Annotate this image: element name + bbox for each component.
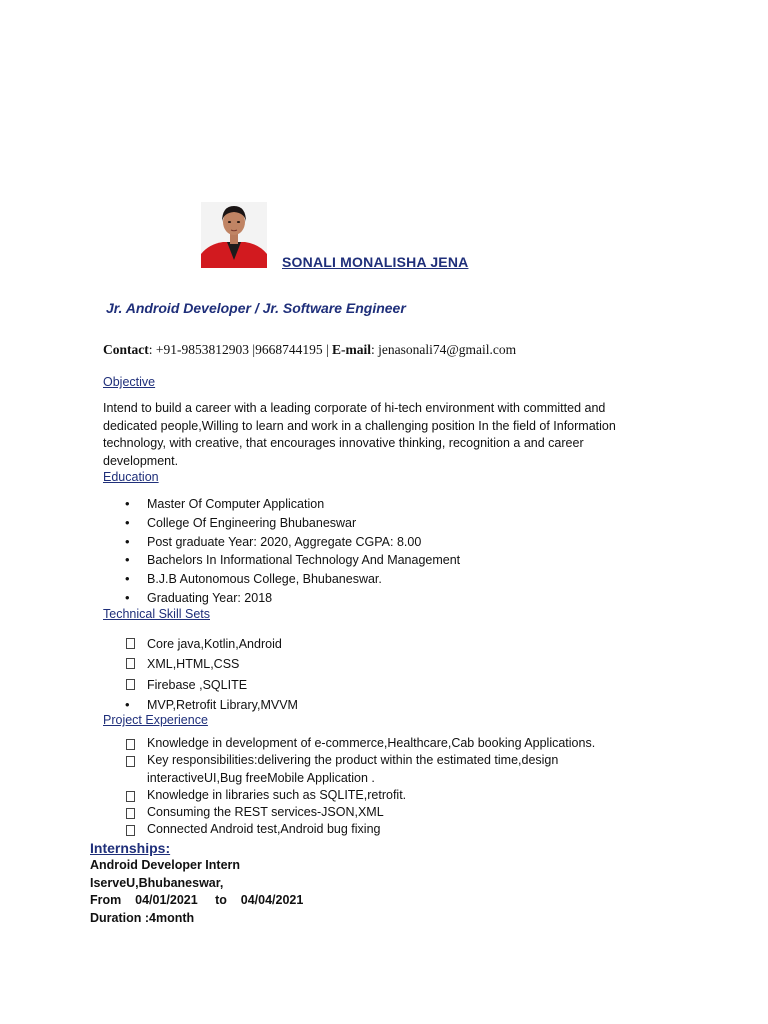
education-heading: Education	[103, 470, 159, 484]
list-item: • Post graduate Year: 2020, Aggregate CGPA: 8.00	[125, 533, 460, 552]
list-item: Firebase ,SQLITE	[125, 675, 298, 695]
candidate-name: SONALI MONALISHA JENA	[282, 254, 469, 270]
list-item: • B.J.B Autonomous College, Bhubaneswar.	[125, 570, 460, 589]
contact-phone: : +91-9853812903 |9668744195 |	[148, 342, 329, 357]
list-item: • Graduating Year: 2018	[125, 589, 460, 608]
list-item: XML,HTML,CSS	[125, 654, 298, 674]
list-item: • College Of Engineering Bhubaneswar	[125, 514, 460, 533]
list-item: Knowledge in development of e-commerce,Healthcare,Cab booking Applications.	[125, 735, 605, 752]
list-item: Key responsibilities:delivering the product within the estimated time,design interactiveUI,Bug freeMobile Application .	[125, 752, 605, 787]
objective-heading: Objective	[103, 375, 156, 389]
list-item: • Bachelors In Informational Technology And Management	[125, 551, 460, 570]
profile-photo-image	[201, 202, 267, 268]
projects-list	[125, 735, 605, 839]
list-item: Knowledge in libraries such as SQLITE,retrofit.	[125, 787, 605, 804]
contact-email: : jenasonali74@gmail.com	[371, 342, 517, 357]
intern-role: Android Developer Intern	[90, 858, 241, 872]
list-item: Core java,Kotlin,Android	[125, 634, 298, 654]
intern-period: From 04/01/2021 to 04/04/2021	[90, 893, 304, 907]
internships-heading: Internships:	[90, 840, 171, 856]
intern-duration: Duration :4month	[90, 911, 195, 925]
list-item: Consuming the REST services-JSON,XML	[125, 804, 605, 821]
list-item: • MVP,Retrofit Library,MVVM	[125, 695, 298, 715]
skills-heading: Technical Skill Sets	[103, 607, 210, 621]
contact-label: Contact	[103, 342, 149, 357]
objective-text: Intend to build a career with a leading corporate of hi-tech environment with committed and dedicated people,Willing to learn and work in a challenging position In the field of Information technology, with creative, that encourages innovative thinking, recognition a and career development.	[103, 401, 616, 468]
list-item: • Master Of Computer Application	[125, 495, 460, 514]
list-item: Connected Android test,Android bug fixing	[125, 821, 605, 838]
job-title: Jr. Android Developer / Jr. Software Engineer	[106, 300, 406, 316]
intern-company: IserveU,Bhubaneswar,	[90, 876, 224, 890]
contact-line	[103, 342, 516, 358]
email-label: E-mail	[332, 342, 372, 357]
profile-photo	[201, 202, 267, 268]
skills-list	[125, 634, 298, 715]
projects-heading: Project Experience	[103, 713, 208, 727]
education-list	[125, 495, 460, 608]
